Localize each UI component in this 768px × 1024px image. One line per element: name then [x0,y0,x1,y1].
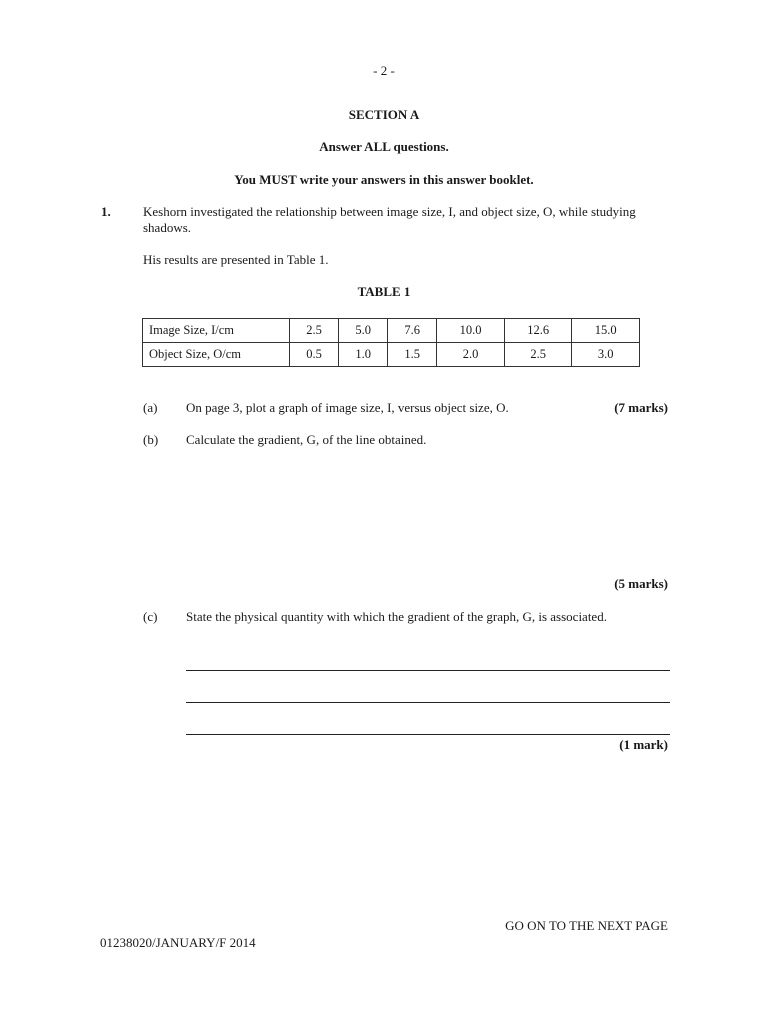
table-row-image-size [143,319,640,343]
part-b-marks: (5 marks) [614,576,668,591]
part-c-label: (c) [143,609,158,624]
instruction-must-write: You MUST write your answers in this answer booklet. [234,172,534,187]
part-c-marks: (1 mark) [619,737,668,752]
table-cell: 2.5 [290,319,339,343]
row-header: Image Size, I/cm [143,319,290,343]
page-number: - 2 - [373,63,395,78]
answer-line-2 [186,702,670,703]
table-cell: 3.0 [572,343,640,367]
table-cell: 12.6 [504,319,572,343]
part-b-label: (b) [143,432,159,447]
part-a-text: On page 3, plot a graph of image size, I, versus object size, O. [186,400,509,415]
table-cell: 2.0 [437,343,505,367]
row-header: Object Size, O/cm [143,343,290,367]
question-text-line2: shadows. [143,220,192,235]
section-title: SECTION A [348,107,420,122]
answer-line-3 [186,734,670,735]
table-cell: 2.5 [504,343,572,367]
table-cell: 7.6 [388,319,437,343]
next-page-notice: GO ON TO THE NEXT PAGE [505,918,668,933]
part-c-text: State the physical quantity with which the gradient of the graph, G, is associated. [186,609,607,624]
question-text-line1: Keshorn investigated the relationship between image size, I, and object size, O, while studying [143,204,636,219]
answer-line-1 [186,670,670,671]
table-cell: 0.5 [290,343,339,367]
table-cell: 1.0 [339,343,388,367]
paper-code: 01238020/JANUARY/F 2014 [100,935,256,950]
table-cell: 15.0 [572,319,640,343]
results-text: His results are presented in Table 1. [143,252,329,267]
instruction-answer-all: Answer ALL questions. [319,139,449,154]
part-a-marks: (7 marks) [614,400,668,415]
table-cell: 5.0 [339,319,388,343]
results-table [142,318,640,367]
table-cell: 10.0 [437,319,505,343]
part-a-label: (a) [143,400,158,415]
table-title: TABLE 1 [357,284,411,299]
part-b-text: Calculate the gradient, G, of the line obtained. [186,432,427,447]
table-row-object-size [143,343,640,367]
question-number: 1. [101,204,111,219]
table-cell: 1.5 [388,343,437,367]
